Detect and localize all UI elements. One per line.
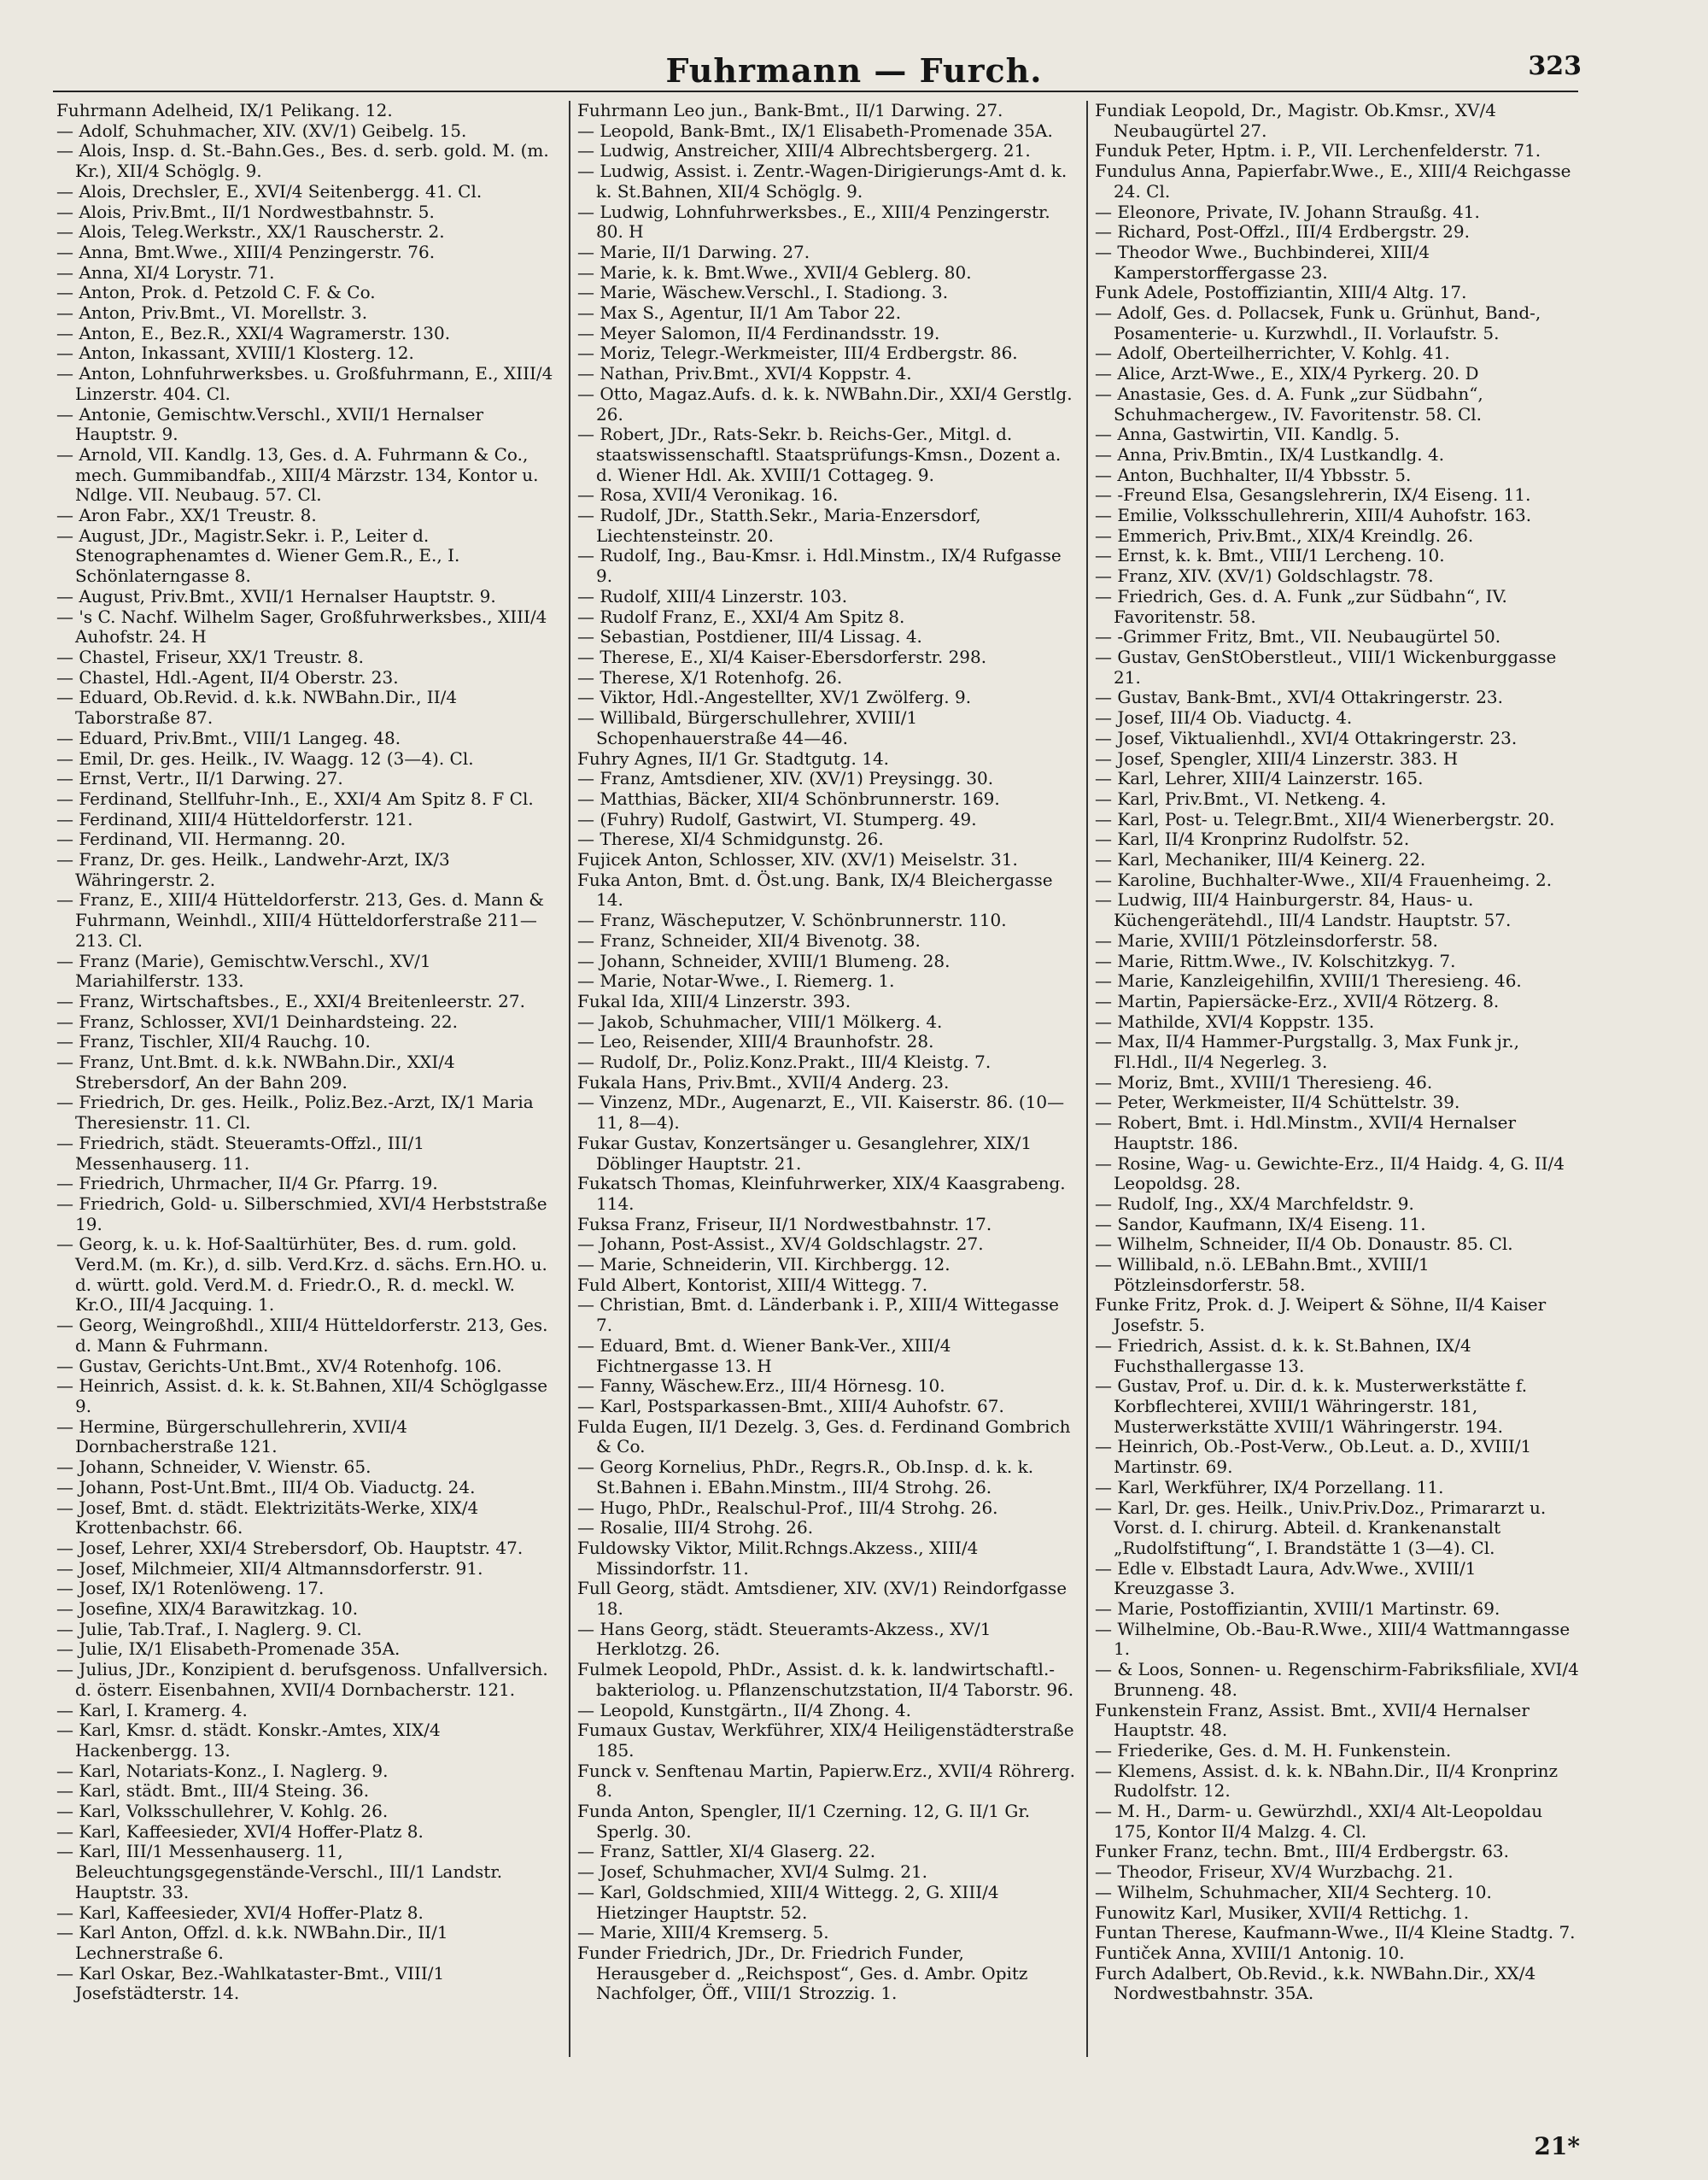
directory-entry: Fuldowsky Viktor, Milit.Rchngs.Akzess., XIII/4 Missindorfstr. 11. bbox=[577, 1537, 979, 1579]
directory-entry: Funke Fritz, Prok. d. J. Weipert & Söhne, II/4 Kaiser Josefstr. 5. bbox=[1095, 1294, 1547, 1336]
directory-entry: — Karl, Dr. ges. Heilk., Univ.Priv.Doz., Primararzt u. Vorst. d. I. chirurg. Abteil. d. Krankenanstalt „Rudolfstiftung“, I. Brandstätte 1 (3—4). Cl. bbox=[1095, 1497, 1547, 1558]
directory-entry: Funker Franz, techn. Bmt., III/4 Erdbergstr. 63. bbox=[1095, 1841, 1509, 1862]
directory-entry: — Moriz, Telegr.-Werkmeister, III/4 Erdbergstr. 86. bbox=[577, 343, 1018, 364]
directory-entry: Fukal Ida, XIII/4 Linzerstr. 393. bbox=[577, 990, 851, 1011]
directory-entry: — Josef, Viktualienhdl., XVI/4 Ottakringerstr. 23. bbox=[1095, 727, 1518, 748]
directory-entry: — Karl, I. Kramerg. 4. bbox=[56, 1699, 248, 1720]
directory-entry: — Josef, Schuhmacher, XVI/4 Sulmg. 21. bbox=[577, 1861, 928, 1883]
directory-entry: — Wilhelmine, Ob.-Bau-R.Wwe., XIII/4 Wattmanngasse 1. bbox=[1095, 1618, 1571, 1660]
directory-entry: — Karl, städt. Bmt., III/4 Steing. 36. bbox=[56, 1780, 370, 1802]
directory-entry: Fukatsch Thomas, Kleinfuhrwerker, XIX/4 Kaasgrabeng. 114. bbox=[577, 1173, 1066, 1214]
directory-entry: — Antonie, Gemischtw.Verschl., XVII/1 Hernalser Hauptstr. 9. bbox=[56, 403, 484, 445]
directory-entry: — Josef, Milchmeier, XII/4 Altmannsdorferstr. 91. bbox=[56, 1557, 483, 1579]
directory-entry: — Richard, Post-Offzl., III/4 Erdbergstr. 29. bbox=[1095, 221, 1470, 243]
directory-entry: — Karl, Priv.Bmt., VI. Netkeng. 4. bbox=[1095, 788, 1387, 809]
directory-entry: — Franz, Wirtschaftsbes., E., XXI/4 Breitenleerstr. 27. bbox=[56, 990, 525, 1011]
directory-entry: — Gustav, Bank-Bmt., XVI/4 Ottakringerstr. 23. bbox=[1095, 687, 1504, 708]
directory-entry: — Anton, Prok. d. Petzold C. F. & Co. bbox=[56, 282, 376, 303]
directory-entry: — Nathan, Priv.Bmt., XVI/4 Koppstr. 4. bbox=[577, 363, 912, 384]
directory-entry: — Marie, Postoffiziantin, XVIII/1 Martinstr. 69. bbox=[1095, 1598, 1500, 1620]
directory-entry: — Karl, Postsparkassen-Bmt., XIII/4 Auhofstr. 67. bbox=[577, 1396, 1004, 1416]
directory-entry: — Adolf, Ges. d. Pollacsek, Funk u. Grünhut, Band-, Posamenterie- u. Kurzwhdl., II. Vorlaufstr. 5. bbox=[1095, 302, 1541, 343]
column-divider bbox=[569, 101, 570, 2057]
directory-entry: — Therese, E., XI/4 Kaiser-Ebersdorferstr. 298. bbox=[577, 646, 987, 667]
directory-entry: — Eduard, Priv.Bmt., VIII/1 Langeg. 48. bbox=[56, 727, 401, 748]
directory-entry: — Rudolf, Ing., XX/4 Marchfeldstr. 9. bbox=[1095, 1193, 1414, 1214]
directory-entry: Funtan Therese, Kaufmann-Wwe., II/4 Kleine Stadtg. 7. bbox=[1095, 1922, 1576, 1943]
directory-entry: — Sebastian, Postdiener, III/4 Lissag. 4. bbox=[577, 626, 922, 648]
running-head: Fuhrmann — Furch. bbox=[665, 51, 1043, 90]
directory-entry: — Karl, Kaffeesieder, XVI/4 Hoffer-Platz 8. bbox=[56, 1820, 424, 1842]
directory-entry: — Leopold, Kunstgärtn., II/4 Zhong. 4. bbox=[577, 1699, 912, 1720]
directory-entry: Funk Adele, Postoffiziantin, XIII/4 Altg. 17. bbox=[1095, 282, 1467, 303]
directory-entry: — Edle v. Elbstadt Laura, Adv.Wwe., XVIII/1 Kreuzgasse 3. bbox=[1095, 1557, 1477, 1599]
directory-entry: — Karl Anton, Offzl. d. k.k. NWBahn.Dir., II/1 Lechnerstraße 6. bbox=[56, 1922, 448, 1963]
directory-entry: — Heinrich, Assist. d. k. k. St.Bahnen, XII/4 Schöglgasse 9. bbox=[56, 1375, 548, 1416]
directory-entry: — Karl, Lehrer, XIII/4 Lainzerstr. 165. bbox=[1095, 768, 1424, 789]
directory-entry: — Sandor, Kaufmann, IX/4 Eiseng. 11. bbox=[1095, 1213, 1426, 1234]
directory-entry: — Ernst, Vertr., II/1 Darwing. 27. bbox=[56, 768, 343, 789]
column-3 bbox=[1095, 101, 1580, 2048]
directory-entry: — -Grimmer Fritz, Bmt., VII. Neubaugürtel 50. bbox=[1095, 626, 1501, 648]
directory-entry: — Heinrich, Ob.-Post-Verw., Ob.Leut. a. D., XVIII/1 Martinstr. 69. bbox=[1095, 1436, 1532, 1478]
directory-entry: Funda Anton, Spengler, II/1 Czerning. 12, G. II/1 Gr. Sperlg. 30. bbox=[577, 1801, 1031, 1842]
directory-entry: — Eduard, Ob.Revid. d. k.k. NWBahn.Dir., II/4 Taborstraße 87. bbox=[56, 687, 458, 729]
directory-entry: — Jakob, Schuhmacher, VIII/1 Mölkerg. 4. bbox=[577, 1011, 943, 1032]
directory-entry: — Hans Georg, städt. Steueramts-Akzess., XV/1 Herklotzg. 26. bbox=[577, 1618, 991, 1660]
directory-entry: — Rudolf, XIII/4 Linzerstr. 103. bbox=[577, 585, 848, 607]
directory-entry: — Karl Oskar, Bez.-Wahlkataster-Bmt., VIII/1 Josefstädterstr. 14. bbox=[56, 1962, 445, 2004]
directory-entry: — M. H., Darm- u. Gewürzhdl., XXI/4 Alt-Leopoldau 175, Kontor II/4 Malzg. 4. Cl. bbox=[1095, 1801, 1543, 1842]
directory-entry: — Franz, Schneider, XII/4 Bivenotg. 38. bbox=[577, 929, 921, 951]
directory-entry: — Moriz, Bmt., XVIII/1 Theresieng. 46. bbox=[1095, 1071, 1433, 1093]
directory-entry: — Karl, II/4 Kronprinz Rudolfstr. 52. bbox=[1095, 829, 1410, 850]
directory-entry: — Josef, III/4 Ob. Viaductg. 4. bbox=[1095, 707, 1353, 729]
directory-entry: — Josef, Spengler, XIII/4 Linzerstr. 383. H bbox=[1095, 747, 1459, 769]
directory-entry: Funkenstein Franz, Assist. Bmt., XVII/4 Hernalser Hauptstr. 48. bbox=[1095, 1699, 1530, 1741]
directory-entry: — Friedrich, Dr. ges. Heilk., Poliz.Bez.-Arzt, IX/1 Maria Theresienstr. 11. Cl. bbox=[56, 1092, 534, 1134]
directory-entry: — Karl, III/1 Messenhauserg. 11, Beleuchtungsgegenstände-Verschl., III/1 Landstr. Hauptstr. 33. bbox=[56, 1841, 503, 1902]
directory-entry: Fundulus Anna, Papierfabr.Wwe., E., XIII/4 Reichgasse 24. Cl. bbox=[1095, 161, 1571, 202]
directory-entry: — Ferdinand, VII. Hermanng. 20. bbox=[56, 829, 346, 850]
directory-entry: — Karl, Notariats-Konz., I. Naglerg. 9. bbox=[56, 1760, 389, 1781]
directory-entry: Fumaux Gustav, Werkführer, XIX/4 Heiligenstädterstraße 185. bbox=[577, 1720, 1074, 1761]
directory-entry: — Rosalie, III/4 Strohg. 26. bbox=[577, 1517, 814, 1538]
directory-entry: — Franz, Unt.Bmt. d. k.k. NWBahn.Dir., XXI/4 Strebersdorf, An der Bahn 209. bbox=[56, 1052, 455, 1093]
directory-entry: — Hugo, PhDr., Realschul-Prof., III/4 Strohg. 26. bbox=[577, 1497, 998, 1518]
directory-entry: — Friederike, Ges. d. M. H. Funkenstein. bbox=[1095, 1739, 1452, 1761]
directory-entry: — Anton, Priv.Bmt., VI. Morellstr. 3. bbox=[56, 302, 368, 324]
directory-entry: Furch Adalbert, Ob.Revid., k.k. NWBahn.Dir., XX/4 Nordwestbahnstr. 35A. bbox=[1095, 1962, 1536, 2004]
directory-entry: — Mathilde, XVI/4 Koppstr. 135. bbox=[1095, 1011, 1375, 1032]
directory-entry: — Gustav, GenStOberstleut., VIII/1 Wickenburggasse 21. bbox=[1095, 646, 1557, 688]
column-2 bbox=[577, 101, 1078, 2048]
directory-entry: Fuhry Agnes, II/1 Gr. Stadtgutg. 14. bbox=[577, 747, 890, 769]
directory-entry: — Anastasie, Ges. d. A. Funk „zur Südbahn“, Schuhmachergew., IV. Favoritenstr. 58. Cl. bbox=[1095, 383, 1483, 425]
directory-entry: — Theodor, Friseur, XV/4 Wurzbachg. 21. bbox=[1095, 1861, 1454, 1883]
directory-entry: — Johann, Post-Unt.Bmt., III/4 Ob. Viaductg. 24. bbox=[56, 1476, 476, 1497]
directory-entry: — Friedrich, Assist. d. k. k. St.Bahnen, IX/4 Fuchsthallergasse 13. bbox=[1095, 1334, 1471, 1376]
directory-entry: — Josef, IX/1 Rotenlöweng. 17. bbox=[56, 1578, 325, 1599]
directory-entry: — August, JDr., Magistr.Sekr. i. P., Leiter d. Stenographenamtes d. Wiener Gem.R., E., I. Schönlaterngasse 8. bbox=[56, 524, 460, 587]
directory-entry: — Vinzenz, MDr., Augenarzt, E., VII. Kaiserstr. 86. (10—11, 8—4). bbox=[577, 1092, 1065, 1134]
directory-entry: — Matthias, Bäcker, XII/4 Schönbrunnerstr. 169. bbox=[577, 788, 1000, 809]
directory-entry: Fundiak Leopold, Dr., Magistr. Ob.Kmsr., XV/4 Neubaugürtel 27. bbox=[1095, 101, 1496, 141]
directory-entry: Fujicek Anton, Schlosser, XIV. (XV/1) Meiselstr. 31. bbox=[577, 849, 1018, 870]
directory-entry: — Josefine, XIX/4 Barawitzkag. 10. bbox=[56, 1598, 359, 1620]
directory-entry: — Karoline, Buchhalter-Wwe., XII/4 Frauenheimg. 2. bbox=[1095, 869, 1553, 890]
directory-entry: — Hermine, Bürgerschullehrerin, XVII/4 Dornbacherstraße 121. bbox=[56, 1415, 407, 1457]
directory-entry: — Georg Kornelius, PhDr., Regrs.R., Ob.Insp. d. k. k. St.Bahnen i. EBahn.Minstm., III/4 Strohg. 26. bbox=[577, 1456, 1034, 1497]
directory-entry: — Max, II/4 Hammer-Purgstallg. 3, Max Funk jr., Fl.Hdl., II/4 Negerleg. 3. bbox=[1095, 1031, 1519, 1073]
directory-entry: — Georg, k. u. k. Hof-Saaltürhüter, Bes. d. rum. gold. Verd.M. (m. Kr.), d. silb. Verd.Krz. d. sächs. Ern.HO. u. d. württ. gold. Verd.M. d. Friedr.O., R. d. meckl. W. Kr.O., III/4 Jacquing. 1. bbox=[56, 1234, 547, 1316]
directory-entry: Fuhrmann Adelheid, IX/1 Pelikang. 12. bbox=[56, 101, 393, 120]
directory-entry: — Rudolf Franz, E., XXI/4 Am Spitz 8. bbox=[577, 606, 905, 627]
directory-entry: — Karl, Kaffeesieder, XVI/4 Hoffer-Platz 8. bbox=[56, 1902, 424, 1923]
directory-entry: — Rosa, XVII/4 Veronikag. 16. bbox=[577, 484, 839, 506]
directory-entry: — Julie, IX/1 Elisabeth-Promenade 35A. bbox=[56, 1638, 401, 1660]
directory-entry: — Rudolf, JDr., Statth.Sekr., Maria-Enzersdorf, Liechtensteinstr. 20. bbox=[577, 505, 981, 546]
directory-entry: — & Loos, Sonnen- u. Regenschirm-Fabriksfiliale, XVI/4 Brunneng. 48. bbox=[1095, 1659, 1579, 1700]
directory-entry: — Julie, Tab.Traf., I. Naglerg. 9. Cl. bbox=[56, 1618, 362, 1639]
directory-entry: — Chastel, Hdl.-Agent, II/4 Oberstr. 23. bbox=[56, 666, 399, 688]
directory-entry: — Theodor Wwe., Buchbinderei, XIII/4 Kamperstorffergasse 23. bbox=[1095, 241, 1430, 283]
directory-entry: — Marie, Wäschew.Verschl., I. Stadiong. 3. bbox=[577, 282, 949, 303]
directory-entry: — Willibald, n.ö. LEBahn.Bmt., XVIII/1 Pötzleinsdorferstr. 58. bbox=[1095, 1254, 1430, 1295]
directory-entry: — Anton, Lohnfuhrwerksbes. u. Großfuhrmann, E., XIII/4 Linzerstr. 404. Cl. bbox=[56, 363, 553, 404]
directory-entry: — Willibald, Bürgerschullehrer, XVIII/1 Schopenhauerstraße 44—46. bbox=[577, 707, 918, 748]
directory-entry: — Friedrich, städt. Steueramts-Offzl., III/1 Messenhauserg. 11. bbox=[56, 1132, 424, 1174]
directory-entry: — Marie, Notar-Wwe., I. Riemerg. 1. bbox=[577, 970, 895, 992]
directory-entry: — Johann, Schneider, XVIII/1 Blumeng. 28. bbox=[577, 950, 951, 971]
directory-entry: — Adolf, Oberteilherrichter, V. Kohlg. 41. bbox=[1095, 343, 1450, 364]
directory-entry: — Ludwig, Assist. i. Zentr.-Wagen-Dirigierungs-Amt d. k. k. St.Bahnen, XII/4 Schöglg. 9. bbox=[577, 161, 1068, 202]
directory-entry: — Emmerich, Priv.Bmt., XIX/4 Kreindlg. 26. bbox=[1095, 524, 1474, 546]
directory-entry: — Friedrich, Gold- u. Silberschmied, XVI/4 Herbststraße 19. bbox=[56, 1193, 547, 1234]
directory-entry: — Karl, Goldschmied, XIII/4 Wittegg. 2, G. XIII/4 Hietzinger Hauptstr. 52. bbox=[577, 1881, 999, 1923]
directory-entry: Fukala Hans, Priv.Bmt., XVII/4 Anderg. 23. bbox=[577, 1071, 950, 1093]
directory-entry: — Anna, Priv.Bmtin., IX/4 Lustkandlg. 4. bbox=[1095, 443, 1445, 465]
directory-entry: — Anna, Bmt.Wwe., XIII/4 Penzingerstr. 76. bbox=[56, 241, 436, 262]
directory-entry: Fuka Anton, Bmt. d. Öst.ung. Bank, IX/4 Bleichergasse 14. bbox=[577, 869, 1053, 911]
directory-entry: — Karl, Kmsr. d. städt. Konskr.-Amtes, XIX/4 Hackenbergg. 13. bbox=[56, 1720, 441, 1761]
column-1 bbox=[56, 101, 560, 2048]
directory-entry: — Ernst, k. k. Bmt., VIII/1 Lercheng. 10. bbox=[1095, 545, 1445, 566]
directory-entry: — Leopold, Bank-Bmt., IX/1 Elisabeth-Promenade 35A. bbox=[577, 120, 1053, 141]
directory-entry: — Robert, JDr., Rats-Sekr. b. Reichs-Ger., Mitgl. d. staatswissenschaftl. Staatsprüfungs-Kmsn., Dozent a. d. Wiener Hdl. Ak. XVIII/1 Cottageg. 9. bbox=[577, 424, 1062, 485]
directory-entry: — Marie, k. k. Bmt.Wwe., XVII/4 Geblerg. 80. bbox=[577, 261, 972, 283]
directory-entry: — Franz (Marie), Gemischtw.Verschl., XV/1 Mariahilferstr. 133. bbox=[56, 950, 431, 992]
directory-entry: — Rudolf, Ing., Bau-Kmsr. i. Hdl.Minstm., IX/4 Rufgasse 9. bbox=[577, 545, 1062, 587]
directory-entry: — Christian, Bmt. d. Länderbank i. P., XIII/4 Wittegasse 7. bbox=[577, 1294, 1059, 1336]
directory-entry: — Meyer Salomon, II/4 Ferdinandsstr. 19. bbox=[577, 322, 940, 343]
directory-entry: — Josef, Lehrer, XXI/4 Strebersdorf, Ob. Hauptstr. 47. bbox=[56, 1537, 524, 1558]
directory-entry: — 's C. Nachf. Wilhelm Sager, Großfuhrwerksbes., XIII/4 Auhofstr. 24. H bbox=[56, 606, 547, 648]
directory-entry: — Robert, Bmt. i. Hdl.Minstm., XVII/4 Hernalser Hauptstr. 186. bbox=[1095, 1112, 1517, 1153]
directory-entry: — Therese, X/1 Rotenhofg. 26. bbox=[577, 666, 843, 688]
directory-entry: — Marie, Kanzleigehilfin, XVIII/1 Theresieng. 46. bbox=[1095, 970, 1522, 992]
signature-mark: 21* bbox=[1534, 2132, 1580, 2160]
directory-entry: — Wilhelm, Schuhmacher, XII/4 Sechterg. 10. bbox=[1095, 1881, 1492, 1902]
directory-entry: Fuhrmann Leo jun., Bank-Bmt., II/1 Darwing. 27. bbox=[577, 101, 1003, 120]
directory-entry: — Franz, Schlosser, XVI/1 Deinhardsteing. 22. bbox=[56, 1011, 458, 1032]
header-rule bbox=[53, 91, 1578, 92]
directory-entry: — Alois, Insp. d. St.-Bahn.Ges., Bes. d. serb. gold. M. (m. Kr.), XII/4 Schöglg. 9. bbox=[56, 140, 549, 182]
directory-entry: — Eleonore, Private, IV. Johann Straußg. 41. bbox=[1095, 201, 1480, 222]
directory-entry: — Therese, XI/4 Schmidgunstg. 26. bbox=[577, 829, 884, 850]
directory-entry: — Marie, Schneiderin, VII. Kirchbergg. 12. bbox=[577, 1254, 951, 1275]
directory-entry: Fuld Albert, Kontorist, XIII/4 Wittegg. 7. bbox=[577, 1274, 928, 1295]
column-divider bbox=[1086, 101, 1088, 2057]
directory-entry: — Alice, Arzt-Wwe., E., XIX/4 Pyrkerg. 20. D bbox=[1095, 363, 1479, 384]
directory-entry: — Emil, Dr. ges. Heilk., IV. Waagg. 12 (3—4). Cl. bbox=[56, 747, 474, 769]
directory-entry: Fulda Eugen, II/1 Dezelg. 3, Ges. d. Ferdinand Gombrich & Co. bbox=[577, 1415, 1071, 1457]
directory-entry: — Arnold, VII. Kandlg. 13, Ges. d. A. Fuhrmann & Co., mech. Gummibandfab., XIII/4 Märzstr. 134, Kontor u. Ndlge. VII. Neubaug. 57. Cl. bbox=[56, 443, 539, 506]
directory-entry: — Friedrich, Uhrmacher, II/4 Gr. Pfarrg. 19. bbox=[56, 1173, 438, 1194]
directory-entry: — Johann, Schneider, V. Wienstr. 65. bbox=[56, 1456, 371, 1478]
directory-entry: — Marie, Rittm.Wwe., IV. Kolschitzkyg. 7. bbox=[1095, 950, 1456, 971]
directory-entry: — Marie, XVIII/1 Pötzleinsdorferstr. 58. bbox=[1095, 929, 1438, 951]
directory-entry: — Klemens, Assist. d. k. k. NBahn.Dir., II/4 Kronprinz Rudolfstr. 12. bbox=[1095, 1760, 1559, 1802]
directory-entry: — Ludwig, III/4 Hainburgerstr. 84, Haus- u. Küchengerätehdl., III/4 Landstr. Hauptstr. 57. bbox=[1095, 889, 1512, 931]
directory-entry: Full Georg, städt. Amtsdiener, XIV. (XV/1) Reindorfgasse 18. bbox=[577, 1578, 1068, 1620]
directory-entry: — Eduard, Bmt. d. Wiener Bank-Ver., XIII/4 Fichtnergasse 13. H bbox=[577, 1334, 951, 1376]
page-number: 323 bbox=[1528, 51, 1582, 81]
directory-entry: — Franz, E., XIII/4 Hütteldorferstr. 213, Ges. d. Mann & Fuhrmann, Weinhdl., XIII/4 Hütteldorferstraße 211—213. Cl. bbox=[56, 889, 545, 951]
directory-entry: — Franz, XIV. (XV/1) Goldschlagstr. 78. bbox=[1095, 566, 1434, 587]
directory-entry: Fulmek Leopold, PhDr., Assist. d. k. k. landwirtschaftl.-bakteriolog. u. Pflanzenschutzstation, II/4 Taborstr. 96. bbox=[577, 1659, 1074, 1700]
directory-entry: — Martin, Papiersäcke-Erz., XVII/4 Rötzerg. 8. bbox=[1095, 990, 1500, 1011]
directory-entry: — Leo, Reisender, XIII/4 Braunhofstr. 28. bbox=[577, 1031, 934, 1052]
directory-entry: Funowitz Karl, Musiker, XVII/4 Rettichg. 1. bbox=[1095, 1902, 1470, 1923]
directory-entry: — Ferdinand, Stellfuhr-Inh., E., XXI/4 Am Spitz 8. F Cl. bbox=[56, 788, 534, 809]
directory-entry: — Anton, Buchhalter, II/4 Ybbsstr. 5. bbox=[1095, 464, 1412, 485]
directory-entry: — Franz, Amtsdiener, XIV. (XV/1) Preysingg. 30. bbox=[577, 768, 994, 789]
directory-entry: — Karl, Werkführer, IX/4 Porzellang. 11. bbox=[1095, 1476, 1444, 1497]
directory-entry: — Chastel, Friseur, XX/1 Treustr. 8. bbox=[56, 646, 364, 667]
directory-entry: Funck v. Senftenau Martin, Papierw.Erz., XVII/4 Röhrerg. 8. bbox=[577, 1760, 1076, 1802]
directory-entry: — Gustav, Prof. u. Dir. d. k. k. Musterwerkstätte f. Korbflechterei, XVIII/1 Währingerstr. 181, Musterwerkstätte XVIII/1 Währingerstr. 194. bbox=[1095, 1375, 1528, 1437]
directory-entry: — Marie, XIII/4 Kremserg. 5. bbox=[577, 1922, 829, 1943]
directory-entry: — Peter, Werkmeister, II/4 Schüttelstr. 39. bbox=[1095, 1092, 1460, 1113]
directory-entry: Fukar Gustav, Konzertsänger u. Gesanglehrer, XIX/1 Döblinger Hauptstr. 21. bbox=[577, 1132, 1032, 1174]
directory-entry: — Franz, Dr. ges. Heilk., Landwehr-Arzt, IX/3 Währingerstr. 2. bbox=[56, 849, 450, 890]
directory-entry: — Aron Fabr., XX/1 Treustr. 8. bbox=[56, 505, 317, 526]
directory-entry: — Ludwig, Anstreicher, XIII/4 Albrechtsbergerg. 21. bbox=[577, 140, 1031, 161]
directory-entry: — Georg, Weingroßhdl., XIII/4 Hütteldorferstr. 213, Ges. d. Mann & Fuhrmann. bbox=[56, 1315, 548, 1356]
directory-entry: — Anton, E., Bez.R., XXI/4 Wagramerstr. 130. bbox=[56, 322, 451, 343]
directory-entry: Funduk Peter, Hptm. i. P., VII. Lerchenfelderstr. 71. bbox=[1095, 140, 1541, 161]
directory-entry: — Ferdinand, XIII/4 Hütteldorferstr. 121. bbox=[56, 808, 413, 829]
directory-entry: — Anton, Inkassant, XVIII/1 Klosterg. 12. bbox=[56, 343, 414, 364]
directory-entry: Fuksa Franz, Friseur, II/1 Nordwestbahnstr. 17. bbox=[577, 1213, 992, 1234]
directory-entry: — August, Priv.Bmt., XVII/1 Hernalser Hauptstr. 9. bbox=[56, 585, 496, 607]
directory-entry: — Max S., Agentur, II/1 Am Tabor 22. bbox=[577, 302, 902, 324]
directory-entry: — Adolf, Schuhmacher, XIV. (XV/1) Geibelg. 15. bbox=[56, 120, 467, 141]
directory-entry: — Otto, Magaz.Aufs. d. k. k. NWBahn.Dir., XXI/4 Gerstlg. 26. bbox=[577, 383, 1073, 425]
directory-entry: — Josef, Bmt. d. städt. Elektrizitäts-Werke, XIX/4 Krottenbachstr. 66. bbox=[56, 1497, 479, 1538]
directory-entry: Funder Friedrich, JDr., Dr. Friedrich Funder, Herausgeber d. „Reichspost“, Ges. d. Ambr. Opitz Nachfolger, Öff., VIII/1 Strozzig. 1. bbox=[577, 1942, 1028, 2004]
directory-entry: — Emilie, Volksschullehrerin, XIII/4 Auhofstr. 163. bbox=[1095, 505, 1532, 526]
directory-entry: — Fanny, Wäschew.Erz., III/4 Hörnesg. 10. bbox=[577, 1375, 945, 1397]
directory-entry: — Friedrich, Ges. d. A. Funk „zur Südbahn“, IV. Favoritenstr. 58. bbox=[1095, 585, 1507, 627]
directory-entry: Funtiček Anna, XVIII/1 Antonig. 10. bbox=[1095, 1942, 1405, 1963]
directory-entry: — Karl, Volksschullehrer, V. Kohlg. 26. bbox=[56, 1801, 389, 1822]
directory-entry: — Franz, Wäscheputzer, V. Schönbrunnerstr. 110. bbox=[577, 910, 1007, 931]
directory-entry: — Karl, Mechaniker, III/4 Keinerg. 22. bbox=[1095, 849, 1426, 870]
directory-entry: — Karl, Post- u. Telegr.Bmt., XII/4 Wienerbergstr. 20. bbox=[1095, 808, 1555, 829]
directory-entry: — Viktor, Hdl.-Angestellter, XV/1 Zwölferg. 9. bbox=[577, 687, 972, 708]
directory-entry: — Alois, Drechsler, E., XVI/4 Seitenbergg. 41. Cl. bbox=[56, 180, 483, 202]
directory-entry: — Julius, JDr., Konzipient d. berufsgenoss. Unfallversich. d. österr. Eisenbahnen, XVII/4 Dornbacherstr. 121. bbox=[56, 1659, 548, 1700]
directory-entry: — Wilhelm, Schneider, II/4 Ob. Donaustr. 85. Cl. bbox=[1095, 1234, 1513, 1255]
directory-entry: — Johann, Post-Assist., XV/4 Goldschlagstr. 27. bbox=[577, 1234, 984, 1255]
directory-entry: — -Freund Elsa, Gesangslehrerin, IX/4 Eiseng. 11. bbox=[1095, 484, 1531, 506]
directory-entry: — Alois, Priv.Bmt., II/1 Nordwestbahnstr. 5. bbox=[56, 201, 435, 222]
directory-entry: — Alois, Teleg.Werkstr., XX/1 Rauscherstr. 2. bbox=[56, 221, 445, 243]
directory-entry: — Marie, II/1 Darwing. 27. bbox=[577, 241, 810, 262]
directory-entry: — Franz, Sattler, XI/4 Glaserg. 22. bbox=[577, 1841, 876, 1862]
directory-entry: — Ludwig, Lohnfuhrwerksbes., E., XIII/4 Penzingerstr. 80. H bbox=[577, 201, 1050, 243]
directory-entry: — Franz, Tischler, XII/4 Rauchg. 10. bbox=[56, 1031, 371, 1052]
directory-entry: — Gustav, Gerichts-Unt.Bmt., XV/4 Rotenhofg. 106. bbox=[56, 1355, 502, 1376]
page-header bbox=[0, 51, 1708, 103]
directory-entry: — Anna, XI/4 Lorystr. 71. bbox=[56, 261, 275, 283]
directory-entry: — Anna, Gastwirtin, VII. Kandlg. 5. bbox=[1095, 424, 1401, 445]
directory-entry: — Rosine, Wag- u. Gewichte-Erz., II/4 Haidg. 4, G. II/4 Leopoldsg. 28. bbox=[1095, 1152, 1565, 1194]
directory-entry: — Rudolf, Dr., Poliz.Konz.Prakt., III/4 Kleistg. 7. bbox=[577, 1052, 991, 1073]
directory-entry: — (Fuhry) Rudolf, Gastwirt, VI. Stumperg. 49. bbox=[577, 808, 977, 829]
